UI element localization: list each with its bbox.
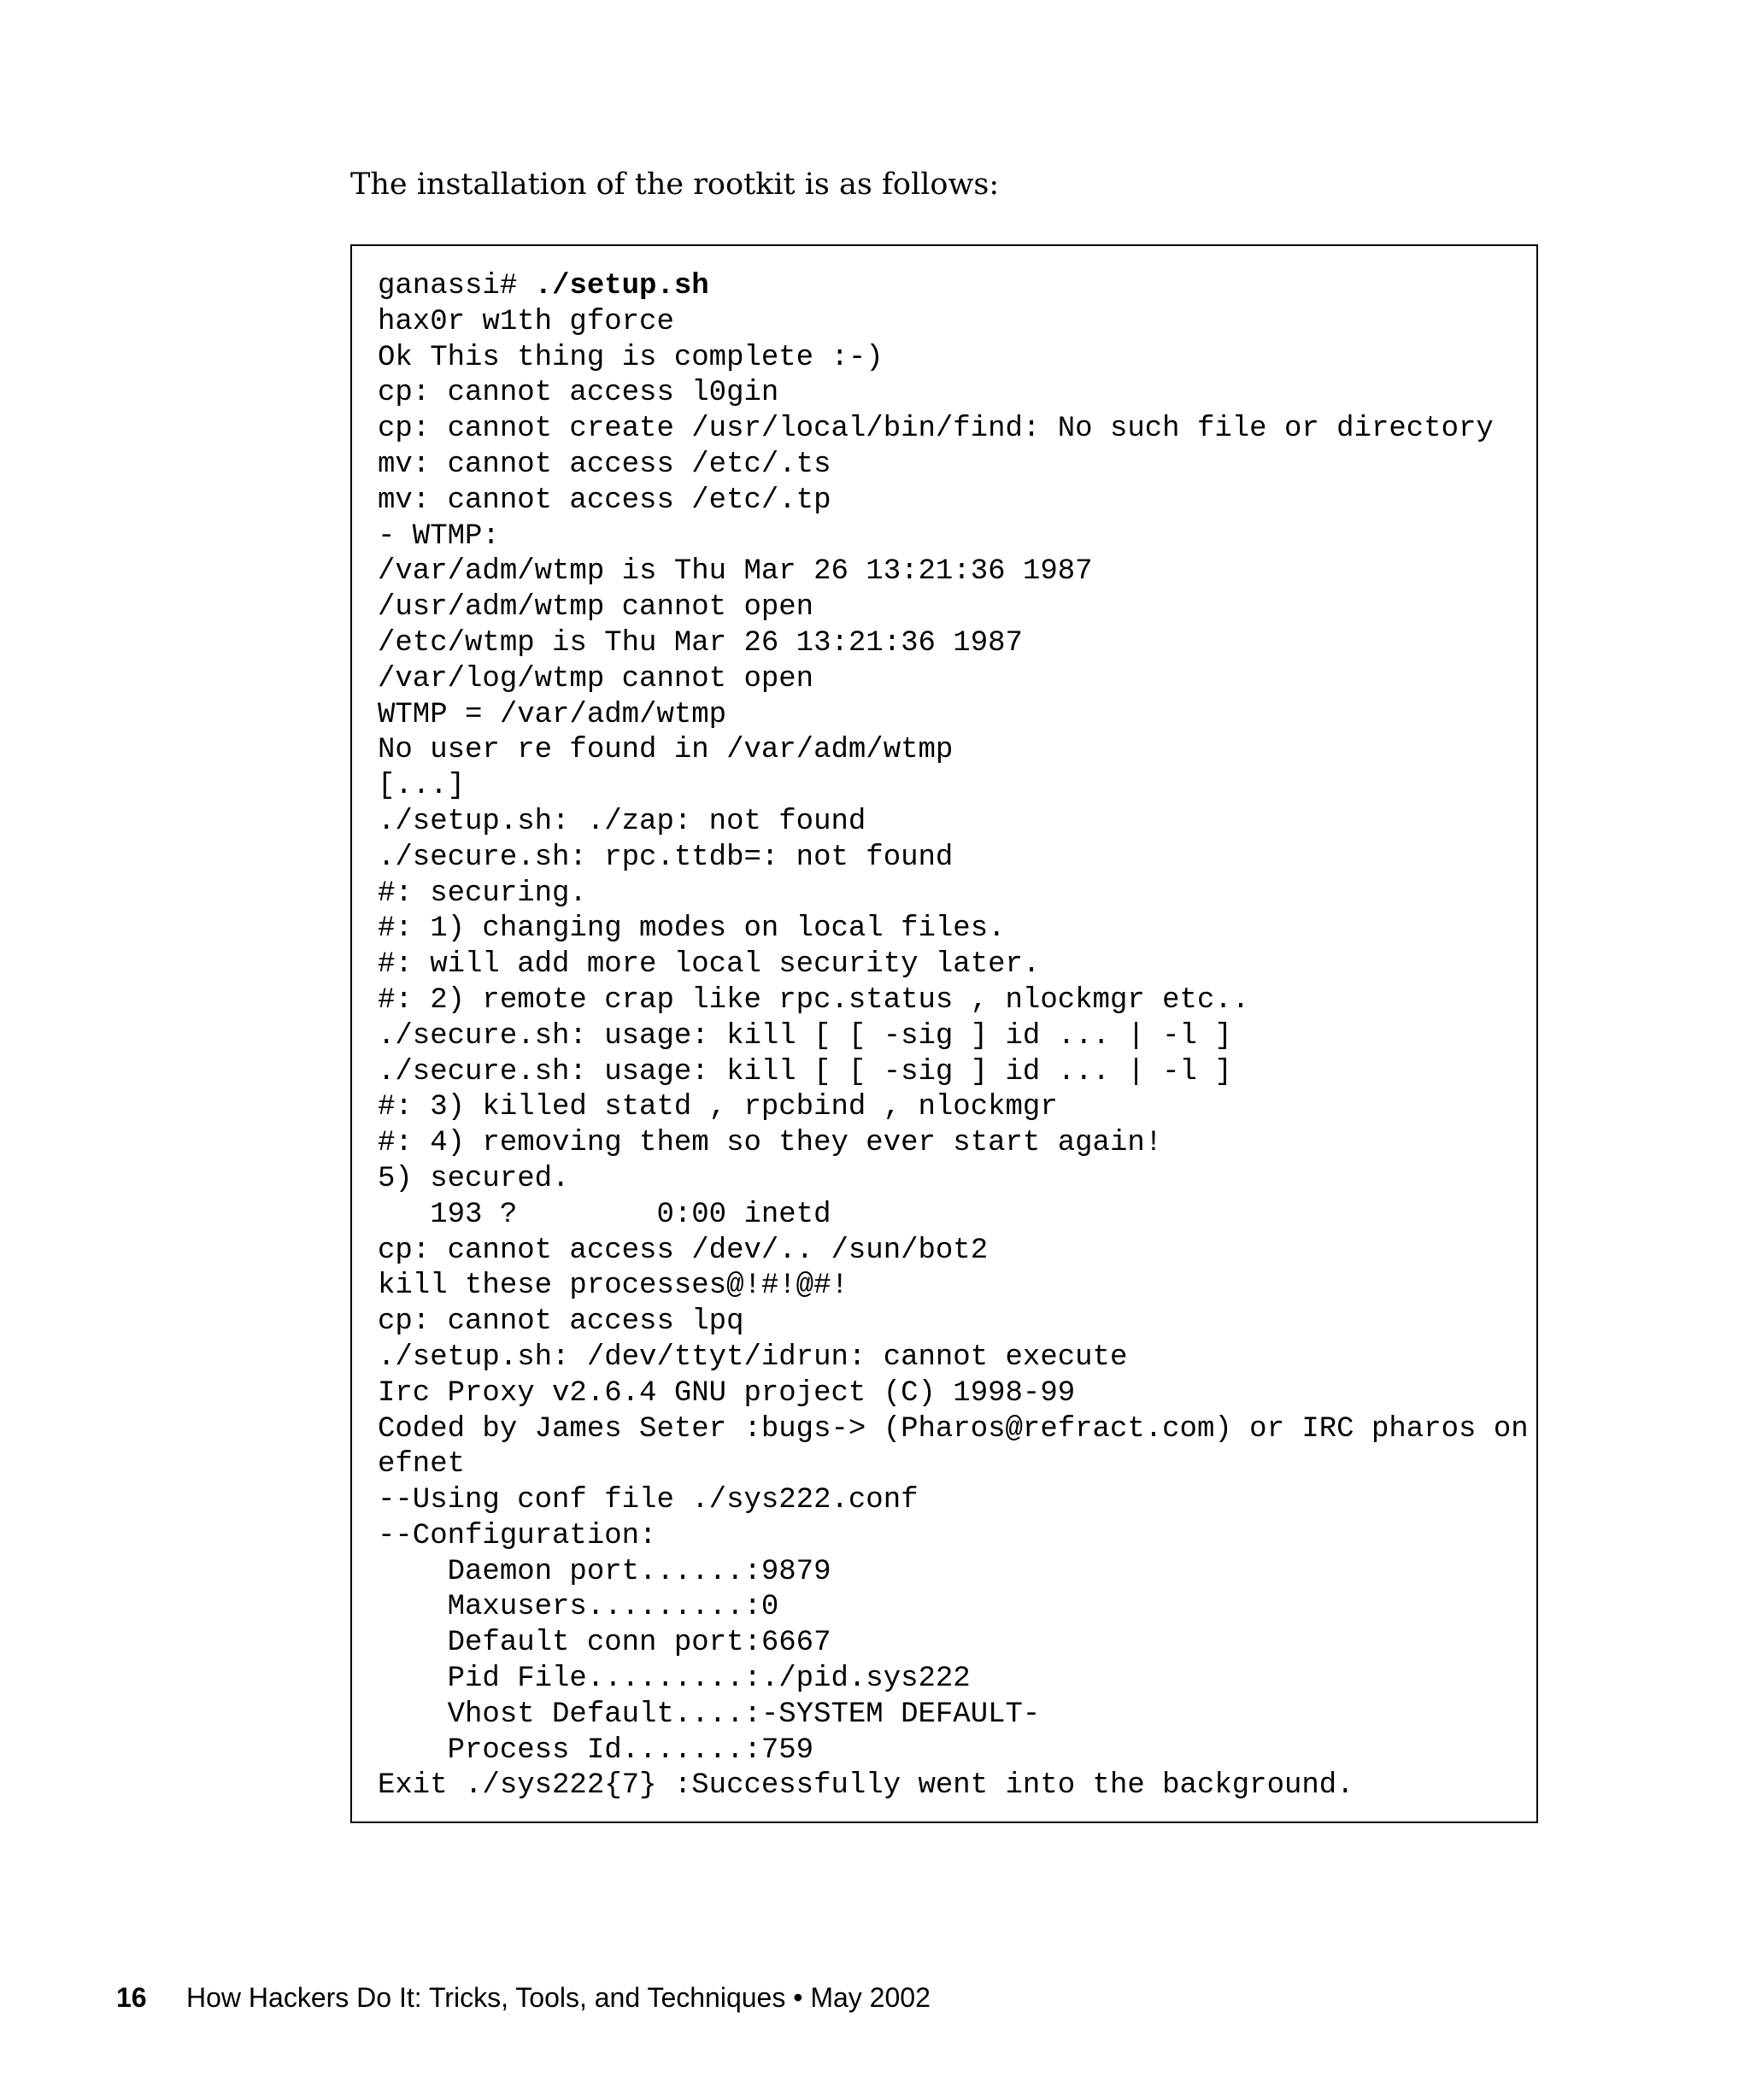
terminal-output [378, 269, 1529, 1804]
terminal-output-box [350, 244, 1538, 1823]
terminal-command: ./setup.sh [534, 270, 709, 302]
terminal-line: cp: cannot create /usr/local/bin/find: No such file or directory [378, 413, 1494, 446]
terminal-line: /usr/adm/wtmp cannot open [378, 591, 814, 625]
terminal-line: hax0r w1th gforce [378, 305, 674, 338]
terminal-line: No user re found in /var/adm/wtmp [378, 734, 954, 767]
terminal-line: kill these processes@!#!@#! [378, 1270, 849, 1303]
terminal-line: #: 4) removing them so they ever start again! [378, 1127, 1163, 1160]
terminal-line: mv: cannot access /etc/.tp [378, 484, 831, 517]
terminal-line: #: 2) remote crap like rpc.status , nlockmgr etc.. [378, 983, 1250, 1017]
terminal-line: Ok This thing is complete :-) [378, 341, 884, 374]
terminal-line: --Configuration: [378, 1519, 657, 1552]
terminal-line: ./secure.sh: rpc.ttdb=: not found [378, 841, 954, 874]
terminal-line: efnet [378, 1448, 466, 1481]
terminal-line: cp: cannot access /dev/.. /sun/bot2 [378, 1234, 989, 1267]
intro-paragraph: The installation of the rootkit is as follows: [350, 167, 1000, 202]
terminal-command-line [378, 269, 1512, 305]
terminal-line: Maxusers.........:0 [378, 1591, 779, 1624]
terminal-line: cp: cannot access l0gin [378, 377, 779, 410]
terminal-line: Irc Proxy v2.6.4 GNU project (C) 1998-99 [378, 1376, 1076, 1410]
terminal-line: ./secure.sh: usage: kill [ [ -sig ] id ... | -l ] [378, 1019, 1232, 1053]
terminal-line: ./setup.sh: /dev/ttyt/idrun: cannot execute [378, 1340, 1128, 1374]
terminal-line: Default conn port:6667 [378, 1627, 831, 1660]
terminal-line: - WTMP: [378, 519, 500, 553]
terminal-line: #: 3) killed statd , rpcbind , nlockmgr [378, 1091, 1058, 1124]
terminal-line: Process Id.......:759 [378, 1733, 814, 1767]
terminal-line: WTMP = /var/adm/wtmp [378, 698, 727, 731]
terminal-line: #: 1) changing modes on local files. [378, 912, 1006, 946]
terminal-line: Pid File.........:./pid.sys222 [378, 1663, 971, 1696]
terminal-line: #: will add more local security later. [378, 948, 1041, 982]
terminal-line: #: securing. [378, 877, 587, 910]
page-number: 16 [116, 1982, 147, 2013]
page-footer [116, 1980, 931, 2015]
terminal-line: 193 ? 0:00 inetd [378, 1198, 831, 1231]
terminal-line: /var/log/wtmp cannot open [378, 662, 814, 695]
terminal-line: 5) secured. [378, 1162, 570, 1195]
terminal-line: Vhost Default....:-SYSTEM DEFAULT- [378, 1698, 1041, 1731]
terminal-line: /var/adm/wtmp is Thu Mar 26 13:21:36 1987 [378, 555, 1093, 589]
terminal-line: /etc/wtmp is Thu Mar 26 13:21:36 1987 [378, 626, 1023, 660]
terminal-line: ./setup.sh: ./zap: not found [378, 805, 866, 838]
terminal-prompt: ganassi# [378, 270, 535, 302]
terminal-line: Daemon port......:9879 [378, 1555, 831, 1588]
terminal-line: --Using conf file ./sys222.conf [378, 1484, 919, 1517]
terminal-line: [...] [378, 770, 466, 803]
terminal-line: cp: cannot access lpq [378, 1305, 744, 1339]
terminal-line: Coded by James Seter :bugs-> (Pharos@refract.com) or IRC pharos on [378, 1412, 1529, 1446]
terminal-line: mv: cannot access /etc/.ts [378, 448, 831, 481]
terminal-line: Exit ./sys222{7} :Successfully went into the background. [378, 1769, 1354, 1803]
running-footer-title: How Hackers Do It: Tricks, Tools, and Techniques • May 2002 [186, 1982, 931, 2013]
terminal-line: ./secure.sh: usage: kill [ [ -sig ] id ... | -l ] [378, 1055, 1232, 1088]
